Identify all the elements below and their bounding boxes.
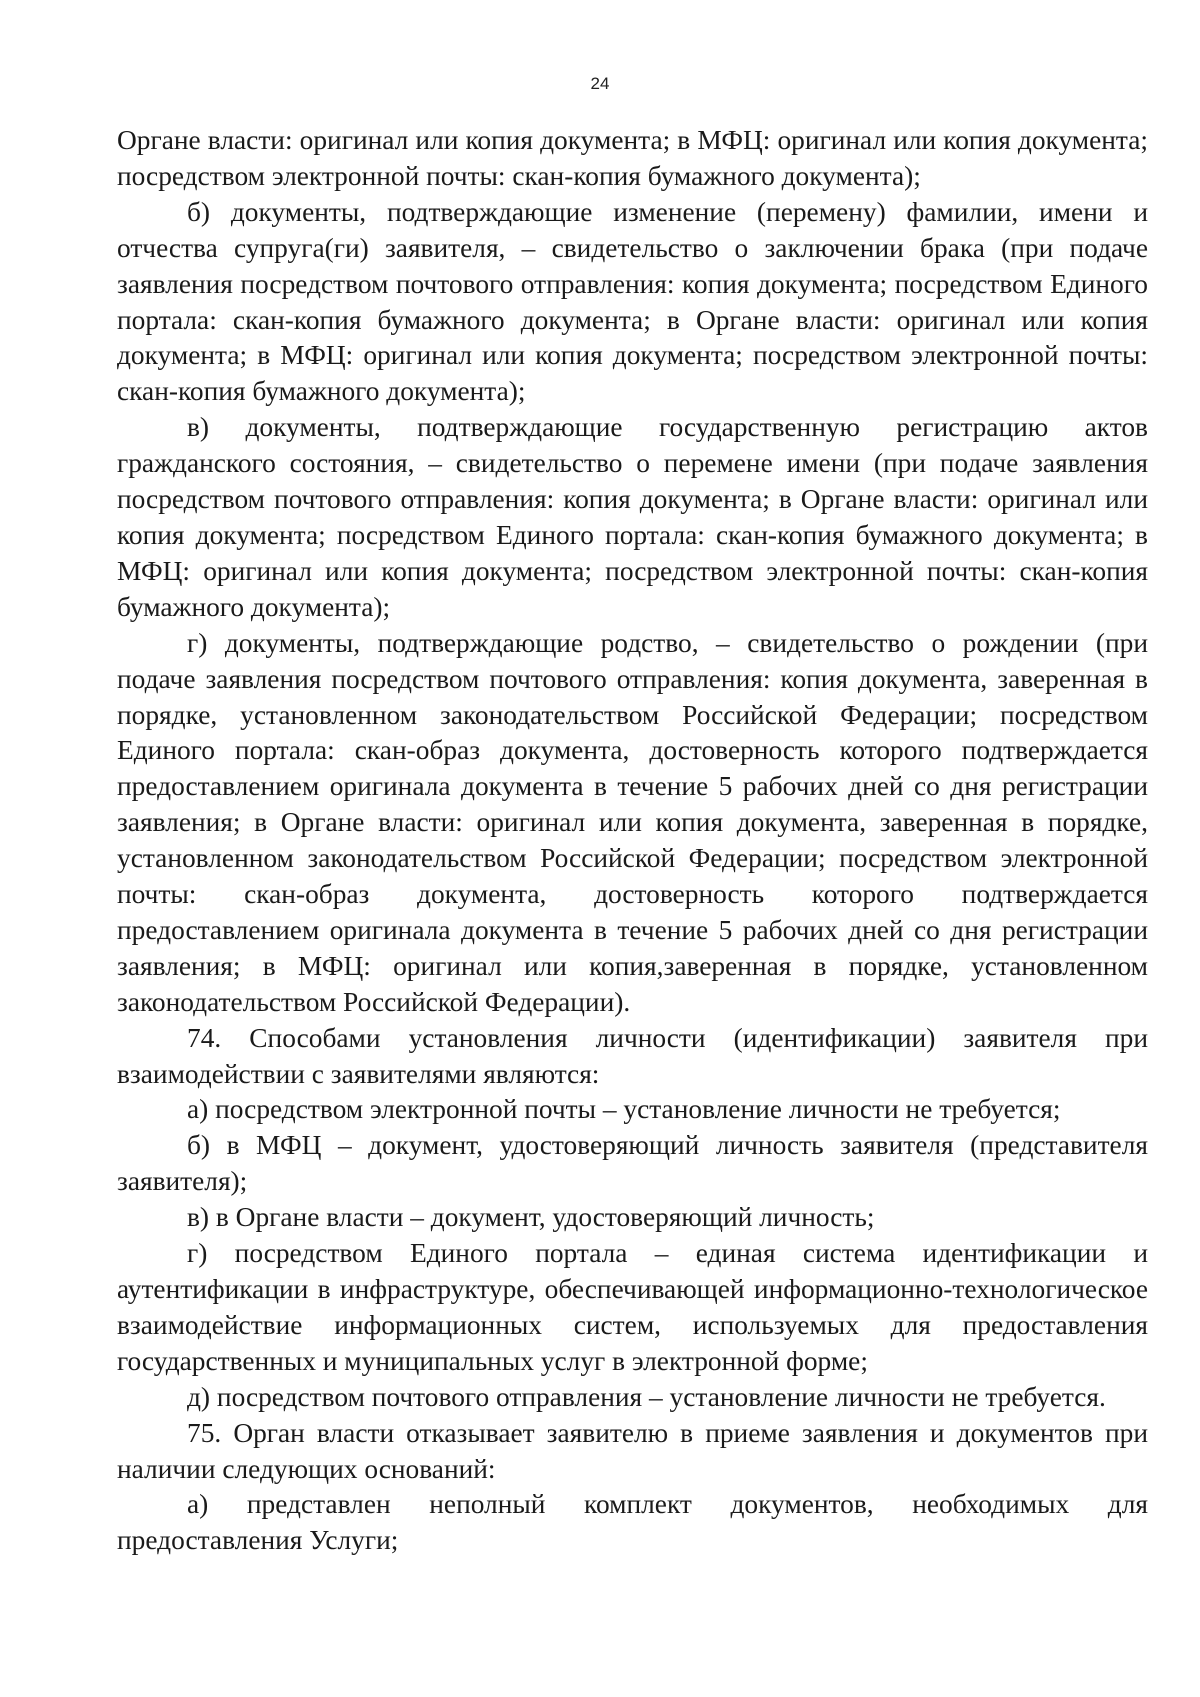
paragraph-item-v-name-change: в) документы, подтверждающие государственную регистрацию актов гражданского состояния, – свидетельство о перемене имени (при подаче заявления посредством почтового отправления: копия документа; в Органе власти: оригинал или копия документа; посредством Единого портала: скан-копия бумажного документа; в МФЦ: оригинал или копия документа; посредством электронной почты: скан-копия бумажного документа); bbox=[117, 412, 1148, 622]
paragraph-75-refusal: 75. Орган власти отказывает заявителю в приеме заявления и документов при наличии следующих оснований: bbox=[117, 1417, 1148, 1484]
paragraph-74-d-post: д) посредством почтового отправления – установление личности не требуется. bbox=[187, 1381, 1106, 1412]
paragraph-item-g-kinship: г) документы, подтверждающие родство, – свидетельство о рождении (при подаче заявления посредством почтового отправления: копия документа, заверенная в порядке, установленном законодательством Российской Федерации; посредством Единого портала: скан-образ документа, достоверность которого подтверждается предоставлением оригинала документа в течение 5 рабочих дней со дня регистрации заявления; в Органе власти: оригинал или копия документа, заверенная в порядке, установленном законодательством Российской Федерации; посредством электронной почты: скан-образ документа, достоверность которого подтверждается предоставлением оригинала документа в течение 5 рабочих дней со дня регистрации заявления; в МФЦ: оригинал или копия,заверенная в порядке, установленном законодательством Российской Федерации). bbox=[117, 627, 1148, 1017]
paragraph-74-v-authority: в) в Органе власти – документ, удостоверяющий личность; bbox=[187, 1202, 875, 1233]
paragraph-continuation: Органе власти: оригинал или копия документа; в МФЦ: оригинал или копия документа; посредством электронной почты: скан-копия бумажного документа); bbox=[117, 125, 1148, 191]
paragraph-74-b-mfc: б) в МФЦ – документ, удостоверяющий личность заявителя (представителя заявителя); bbox=[117, 1130, 1148, 1197]
page-number: 24 bbox=[590, 74, 610, 93]
document-body bbox=[117, 123, 1148, 1559]
paragraph-74-g-portal: г) посредством Единого портала – единая система идентификации и аутентификации в инфраструктуре, обеспечивающей информационно-технологическое взаимодействие информационных систем, используемых для предоставления государственных и муниципальных услуг в электронной форме; bbox=[117, 1238, 1148, 1376]
paragraph-74-identification: 74. Способами установления личности (идентификации) заявителя при взаимодействии с заявителями являются: bbox=[117, 1022, 1148, 1089]
paragraph-75-a-incomplete: а) представлен неполный комплект документов, необходимых для предоставления Услуги; bbox=[117, 1489, 1148, 1556]
paragraph-74-a-email: а) посредством электронной почты – установление личности не требуется; bbox=[187, 1094, 1061, 1125]
paragraph-item-b-marriage: б) документы, подтверждающие изменение (перемену) фамилии, имени и отчества супруга(ги) заявителя, – свидетельство о заключении брака (при подаче заявления посредством почтового отправления: копия документа; посредством Единого портала: скан-копия бумажного документа; в Органе власти: оригинал или копия документа; в МФЦ: оригинал или копия документа; посредством электронной почты: скан-копия бумажного документа); bbox=[117, 196, 1148, 407]
